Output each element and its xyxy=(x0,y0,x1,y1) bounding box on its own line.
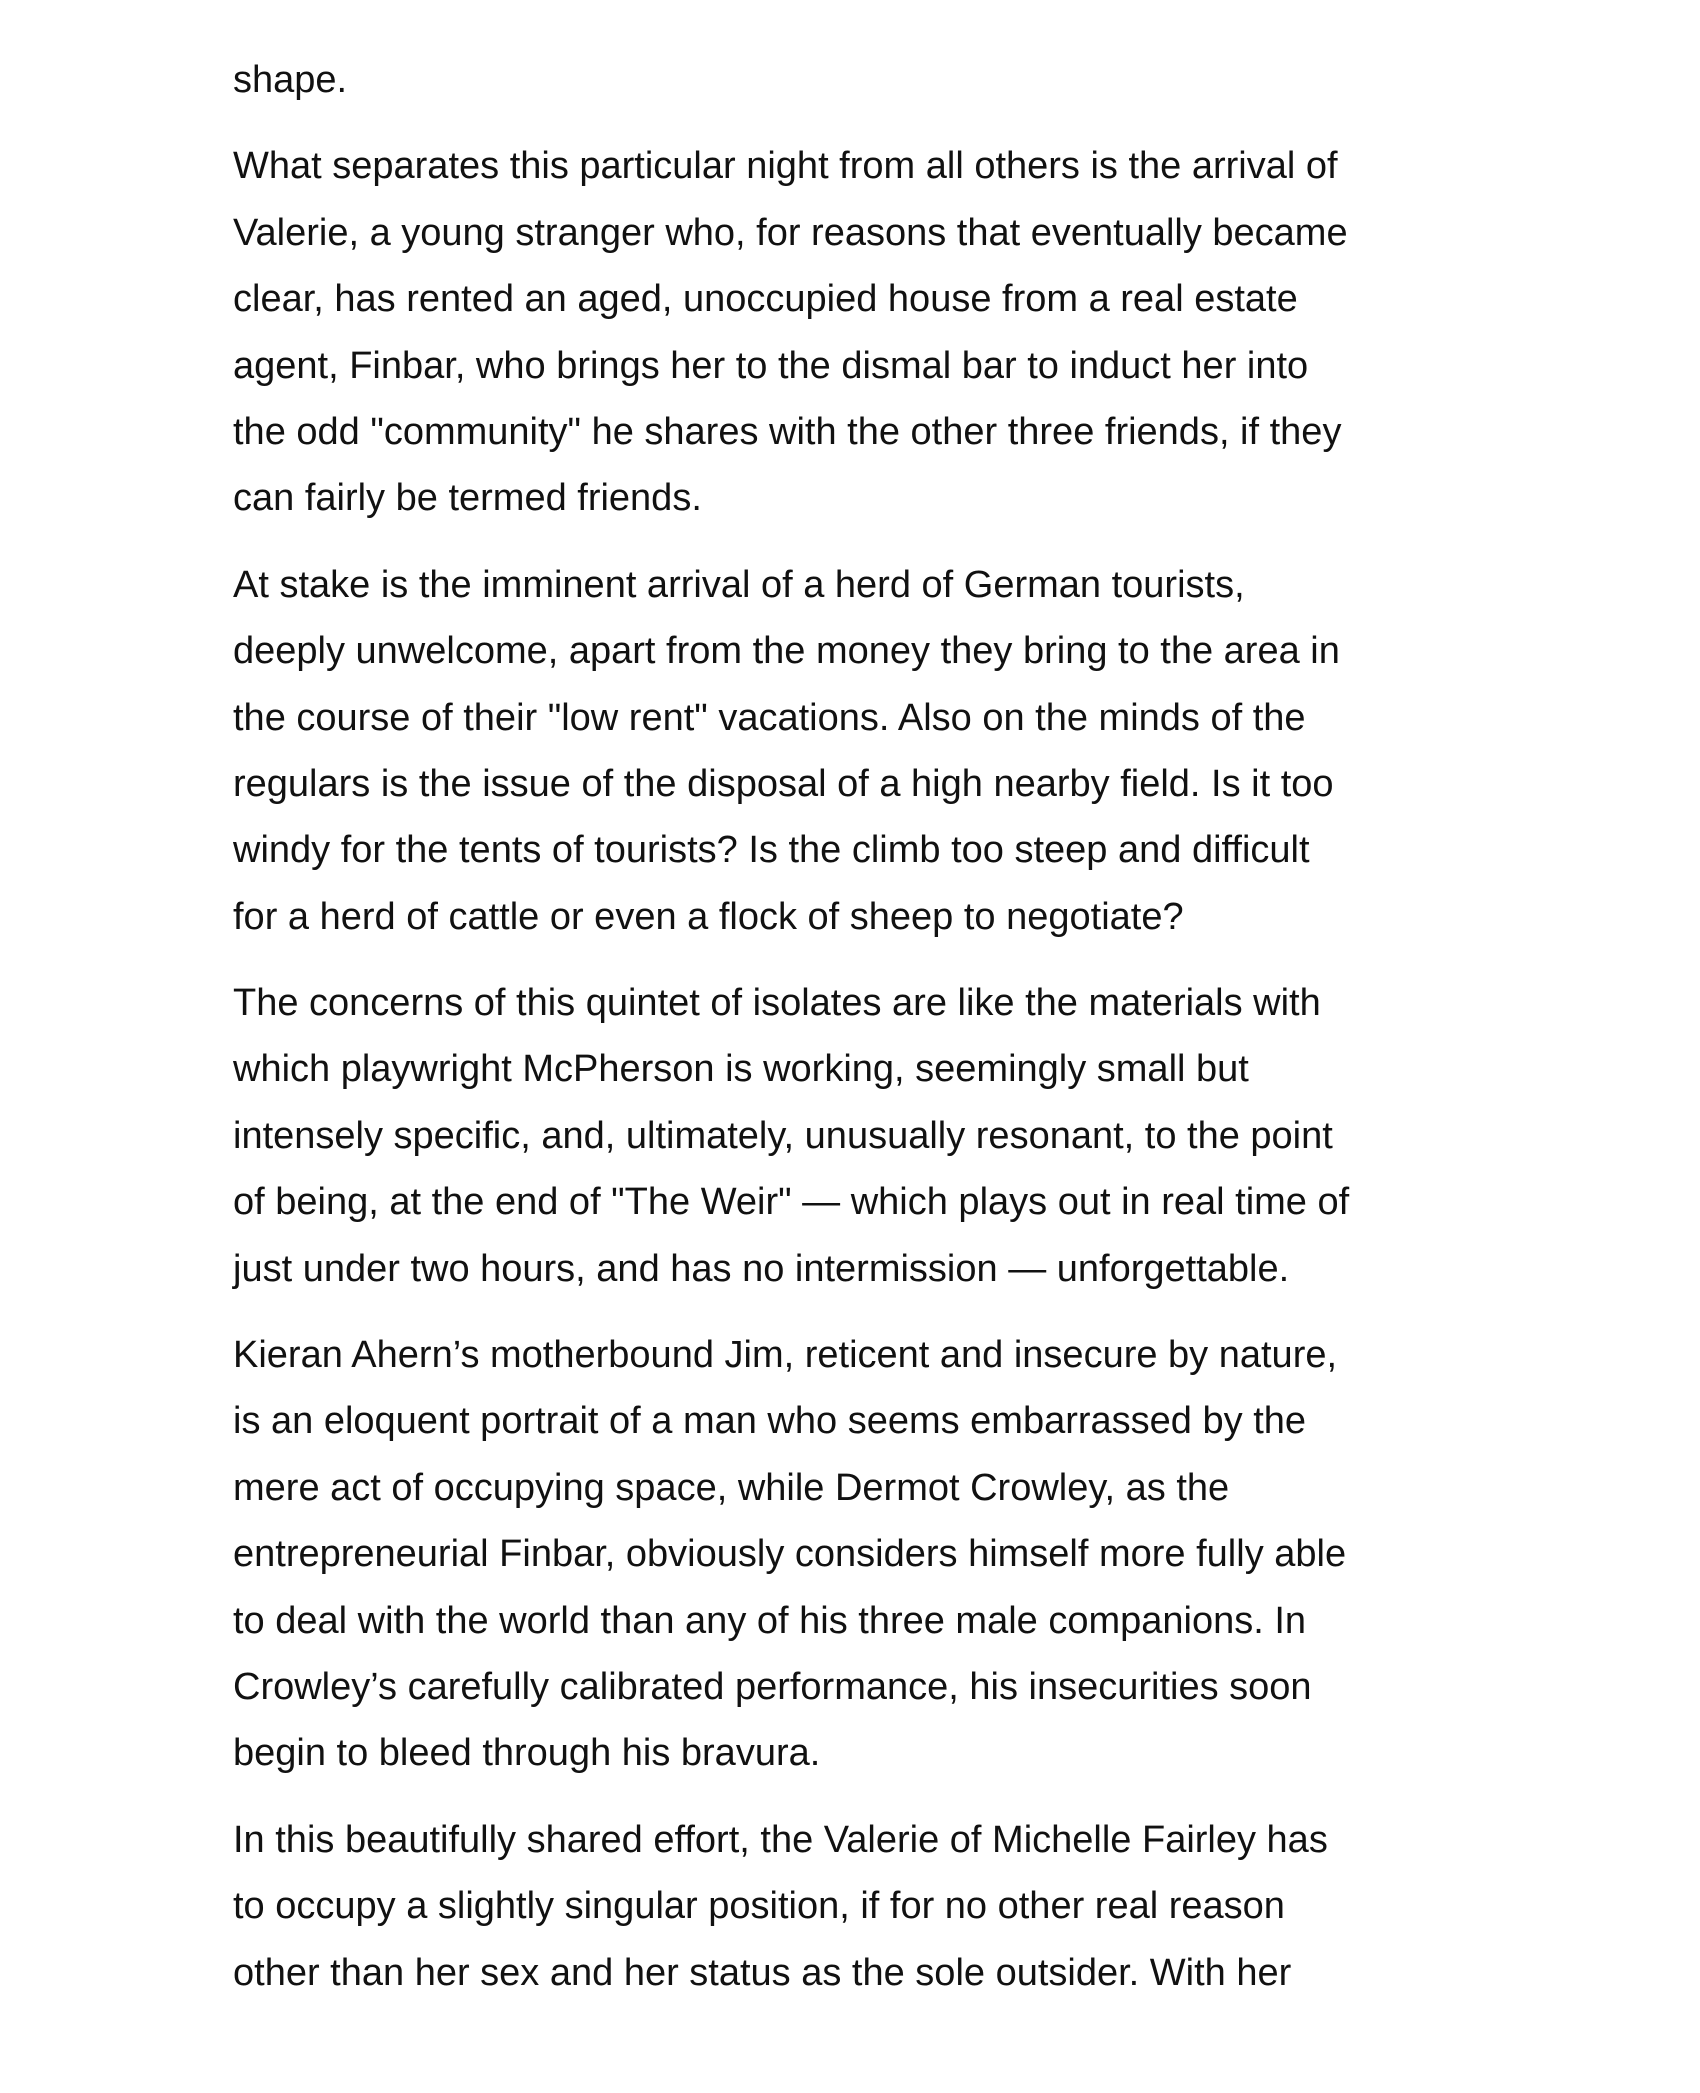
paragraph xyxy=(233,1322,1533,1787)
text-line: begin to bleed through his bravura. xyxy=(233,1732,821,1775)
text-line: to deal with the world than any of his three male companions. In xyxy=(233,1599,1307,1642)
text-line: entrepreneurial Finbar, obviously considers himself more fully able xyxy=(233,1533,1347,1576)
text-line: Kieran Ahern’s motherbound Jim, reticent and insecure by nature, xyxy=(233,1334,1338,1377)
text-line: of being, at the end of "The Weir" — which plays out in real time of xyxy=(233,1181,1350,1224)
text-line: can fairly be termed friends. xyxy=(233,477,702,520)
text-line: to occupy a slightly singular position, if for no other real reason xyxy=(233,1885,1285,1928)
text-line: is an eloquent portrait of a man who seems embarrassed by the xyxy=(233,1400,1307,1443)
text-line: deeply unwelcome, apart from the money they bring to the area in xyxy=(233,630,1340,673)
paragraph xyxy=(233,970,1533,1302)
text-line: intensely specific, and, ultimately, unusually resonant, to the point xyxy=(233,1114,1333,1157)
text-line: the course of their "low rent" vacations. Also on the minds of the xyxy=(233,696,1306,739)
text-line: windy for the tents of tourists? Is the climb too steep and difficult xyxy=(233,829,1310,872)
text-line: What separates this particular night from all others is the arrival of xyxy=(233,145,1338,188)
paragraph xyxy=(233,47,1533,113)
text-line: clear, has rented an aged, unoccupied house from a real estate xyxy=(233,278,1298,321)
text-line: the odd "community" he shares with the other three friends, if they xyxy=(233,410,1342,453)
text-line: mere act of occupying space, while Dermot Crowley, as the xyxy=(233,1466,1230,1509)
text-line: Crowley’s carefully calibrated performance, his insecurities soon xyxy=(233,1665,1312,1708)
text-line: In this beautifully shared effort, the Valerie of Michelle Fairley has xyxy=(233,1818,1328,1861)
text-line: for a herd of cattle or even a flock of sheep to negotiate? xyxy=(233,895,1184,938)
text-line: At stake is the imminent arrival of a herd of German tourists, xyxy=(233,563,1245,606)
paragraph xyxy=(233,1807,1533,2006)
text-line: other than her sex and her status as the sole outsider. With her xyxy=(233,1951,1292,1994)
text-line: agent, Finbar, who brings her to the dismal bar to induct her into xyxy=(233,344,1309,387)
text-line: The concerns of this quintet of isolates are like the materials with xyxy=(233,982,1321,1025)
paragraph xyxy=(233,133,1533,531)
text-line: Valerie, a young stranger who, for reasons that eventually became xyxy=(233,211,1348,254)
text-line: which playwright McPherson is working, seemingly small but xyxy=(233,1048,1249,1091)
text-line: shape. xyxy=(233,59,348,101)
document-page xyxy=(233,47,1533,2026)
paragraph xyxy=(233,552,1533,950)
text-line: regulars is the issue of the disposal of a high nearby field. Is it too xyxy=(233,762,1334,805)
text-line: just under two hours, and has no intermission — unforgettable. xyxy=(233,1247,1290,1290)
